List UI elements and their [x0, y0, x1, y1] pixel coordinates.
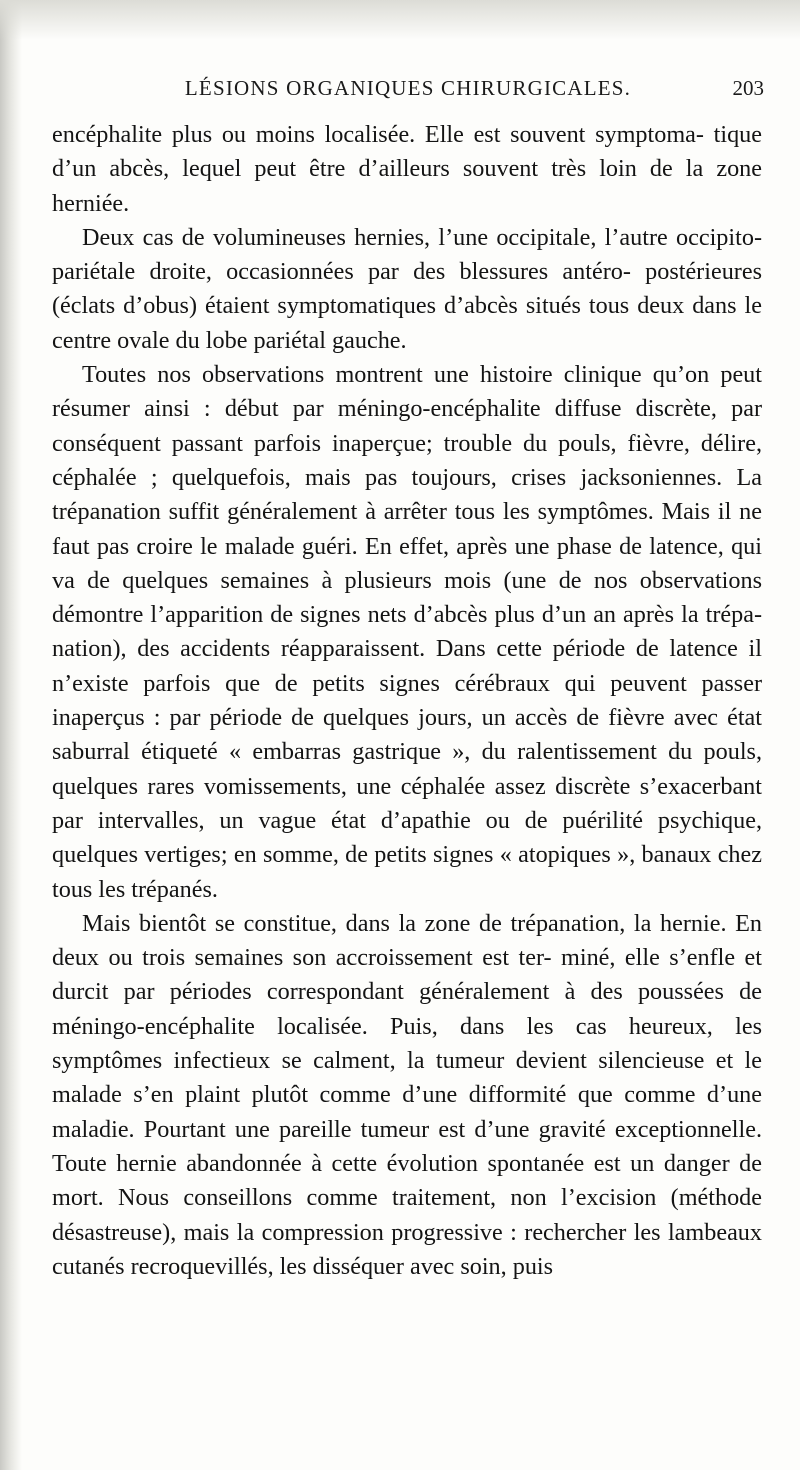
paragraph-continuation: encéphalite plus ou moins localisée. Elle est souvent symptoma- tique d’un abcès, lequel peut être d’ailleurs souvent très loin de la zone herniée. [52, 121, 762, 217]
scan-top-shadow [0, 0, 800, 40]
page-number: 203 [732, 76, 764, 100]
running-header-title: LÉSIONS ORGANIQUES CHIRURGICALES. [184, 76, 632, 100]
running-header [52, 76, 764, 110]
paragraph-treatment: Mais bientôt se constitue, dans la zone de trépanation, la hernie. En deux ou trois semaines son accroissement est ter- miné, elle s’enfle et durcit par périodes correspondant généralement à des poussées de méningo-encéphalite localisée. Puis, dans les cas heureux, les symptômes infectieux se calment, la tumeur devient silencieuse et le malade s’en plaint plutôt comme d’une difformité que comme d’une maladie. Pourtant une pareille tumeur est d’une gravité exceptionnelle. Toute hernie abandonnée à cette évolution spontanée est un danger de mort. Nous conseillons comme traitement, non l’excision (méthode désastreuse), mais la compression progressive : rechercher les lambeaux cutanés recroquevillés, les disséquer avec soin, puis [52, 909, 762, 1280]
scan-binding-shadow [0, 0, 22, 1470]
paragraph-clinical-history: Toutes nos observations montrent une histoire clinique qu’on peut résumer ainsi : début par méningo-encéphalite diffuse discrète, par conséquent passant parfois inaperçue; trouble du pouls, fièvre, délire, céphalée ; quelquefois, mais pas toujours, crises jacksoniennes. La trépanation suffit généralement à arrêter tous les symptômes. Mais il ne faut pas croire le malade guéri. En effet, après une phase de latence, qui va de quelques semaines à plusieurs mois (une de nos observations démontre l’apparition de signes nets d’abcès plus d’un an après la trépa- nation), des accidents réapparaissent. Dans cette période de latence il n’existe parfois que de petits signes cérébraux qui peuvent passer inaperçus : par période de quelques jours, un accès de fièvre avec état saburral étiqueté « embarras gastrique », du ralentissement du pouls, quelques rares vomissements, une céphalée assez discrète s’exacerbant par intervalles, un vague état d’apathie ou de puérilité psychique, quelques vertiges; en somme, de petits signes « atopiques », banaux chez tous les trépanés. [52, 361, 762, 903]
body-text [52, 118, 762, 1284]
paragraph-hernia-cases: Deux cas de volumineuses hernies, l’une occipitale, l’autre occipito-pariétale droite, occasionnées par des blessures antéro- postérieures (éclats d’obus) étaient symptomatiques d’abcès situés tous deux dans le centre ovale du lobe pariétal gauche. [52, 223, 762, 354]
